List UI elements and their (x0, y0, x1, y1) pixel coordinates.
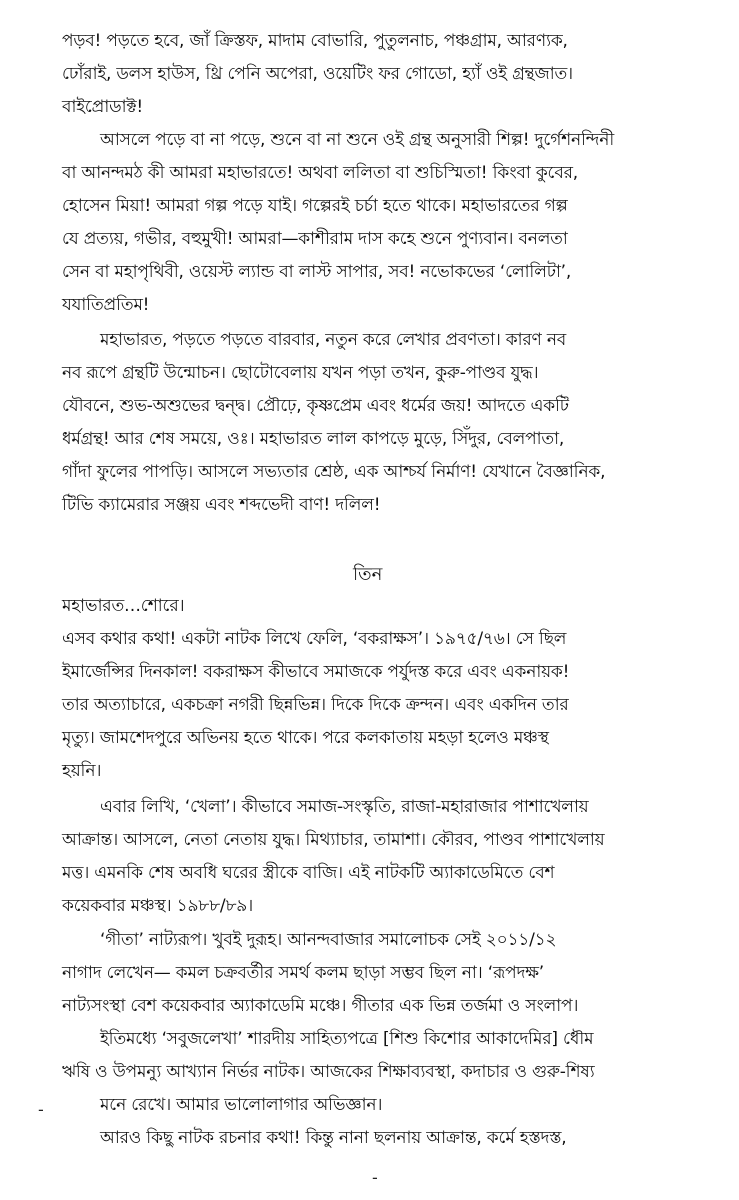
text-line: নাট্যসংস্থা বেশ কয়েকবার অ্যাকাডেমি মঞ্চে। গীতার এক ভিন্ন তর্জমা ও সংলাপ। (62, 996, 579, 1016)
margin-mark: - (372, 1168, 378, 1187)
text-line: মনে রেখে। আমার ভালোলাগার অভিজ্ঞান। (100, 1095, 383, 1115)
text-line: মহাভারত…শোরে। (62, 596, 185, 616)
text-line: বাইপ্রোডাক্ট! (62, 97, 143, 117)
section-heading: তিন (353, 564, 383, 585)
text-line: ‘গীতা’ নাট্যরূপ। খুবই দুরূহ। আনন্দবাজার সমালোচক সেই ২০১১/১২ (100, 930, 557, 950)
text-line: আক্রান্ত। আসলে, নেতা নেতায় যুদ্ধ। মিথ্যাচার, তামাশা। কৌরব, পাণ্ডব পাশাখেলায় (62, 830, 605, 850)
text-line: তার অত্যাচারে, একচক্রা নগরী ছিন্নভিন্ন। দিকে দিকে ক্রন্দন। এবং একদিন তার (62, 695, 569, 715)
text-line: গাঁদা ফুলের পাপড়ি। আসলে সভ্যতার শ্রেষ্ঠ, এক আশ্চর্য নির্মাণ! যেখানে বৈজ্ঞানিক, (62, 462, 606, 482)
text-line: নব রূপে গ্রন্থটি উন্মোচন। ছোটোবেলায় যখন পড়া তখন, কুরু-পাণ্ডব যুদ্ধ। (62, 363, 539, 383)
margin-mark: - (38, 1100, 44, 1119)
text-line: হোসেন মিয়া! আমরা গল্প পড়ে যাই। গল্পেরই চর্চা হতে থাকে। মহাভারতের গল্প (62, 196, 568, 216)
text-line: আসলে পড়ে বা না পড়ে, শুনে বা না শুনে ওই গ্রন্থ অনুসারী শিল্প! দুর্গেশনন্দিনী (100, 130, 615, 150)
text-line: এসব কথার কথা! একটা নাটক লিখে ফেলি, ‘বকরাক্ষস’। ১৯৭৫/৭৬। সে ছিল (62, 629, 567, 649)
text-line: ঋষি ও উপমন্যু আখ্যান নির্ভর নাটক। আজকের শিক্ষাব্যবস্থা, কদাচার ও গুরু-শিষ্য (62, 1062, 595, 1082)
text-line: যৌবনে, শুভ-অশুভের দ্বন্দ্ব। প্রৌঢ়ে, কৃষ্ণপ্রেম এবং ধর্মের জয়! আদতে একটি (62, 396, 569, 416)
text-line: ইমার্জেন্সির দিনকাল! বকরাক্ষস কীভাবে সমাজকে পর্যুদস্ত করে এবং একনায়ক! (62, 662, 570, 682)
text-line: ইতিমধ্যে ‘সবুজলেখা’ শারদীয় সাহিত্যপত্রে [শিশু কিশোর আকাদেমির] ধৌম (100, 1029, 594, 1049)
text-line: ঢোঁরাই, ডলস হাউস, থ্রি পেনি অপেরা, ওয়েটিং ফর গোডো, হ্যাঁ ওই গ্রন্থজাত। (62, 64, 573, 84)
text-line: সেন বা মহাপৃথিবী, ওয়েস্ট ল্যান্ড বা লাস্ট সাপার, সব! নভোকভের ‘লোলিটা’, (62, 262, 572, 282)
text-line: এবার লিখি, ‘খেলা’। কীভাবে সমাজ-সংস্কৃতি, রাজা-মহারাজার পাশাখেলায় (100, 797, 589, 817)
text-line: আরও কিছু নাটক রচনার কথা! কিন্তু নানা ছলনায় আক্রান্ত, কর্মে হস্তদস্ত, (100, 1128, 567, 1148)
text-line: মত্ত। এমনকি শেষ অবধি ঘরের স্ত্রীকে বাজি। এই নাটকটি অ্যাকাডেমিতে বেশ (62, 863, 555, 883)
text-line: মৃত্যু। জামশেদপুরে অভিনয় হতে থাকে। পরে কলকাতায় মহড়া হলেও মঞ্চস্থ (62, 728, 549, 748)
text-line: মহাভারত, পড়তে পড়তে বারবার, নতুন করে লেখার প্রবণতা। কারণ নব (100, 330, 567, 350)
text-line: কয়েকবার মঞ্চস্থ। ১৯৮৮/৮৯। (62, 896, 254, 916)
text-line: ধর্মগ্রন্থ! আর শেষ সময়ে, ওঃ। মহাভারত লাল কাপড়ে মুড়ে, সিঁদুর, বেলপাতা, (62, 429, 565, 449)
text-line: বা আনন্দমঠ কী আমরা মহাভারতে! অথবা ললিতা বা শুচিস্মিতা! কিংবা কুবের, (62, 163, 578, 183)
text-line: পড়ব! পড়তে হবে, জাঁ ক্রিস্তফ, মাদাম বোভারি, পুতুলনাচ, পঞ্চগ্রাম, আরণ্যক, (62, 31, 568, 51)
text-line: নাগাদ লেখেন— কমল চক্রবর্তীর সমর্থ কলম ছাড়া সম্ভব ছিল না। ‘রূপদক্ষ’ (62, 963, 544, 983)
text-line: হয়নি। (62, 761, 102, 781)
text-line: টিভি ক্যামেরার সঞ্জয় এবং শব্দভেদী বাণ! দলিল! (62, 495, 381, 515)
text-line: যযাতিপ্রতিম! (62, 295, 150, 315)
text-line: যে প্রত্যয়, গভীর, বহুমুখী! আমরা—কাশীরাম দাস কহে শুনে পুণ্যবান। বনলতা (62, 229, 568, 249)
